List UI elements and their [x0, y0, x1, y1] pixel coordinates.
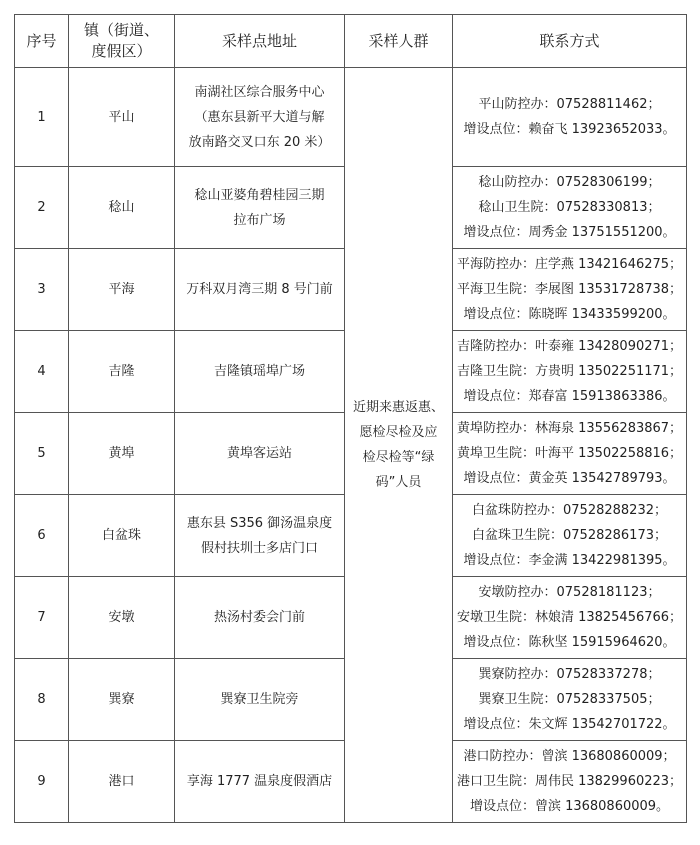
row-contact [453, 331, 687, 413]
row-town: 平海 [69, 249, 175, 331]
contact-line: 黄埠卫生院：叶海平 13502258816； [456, 446, 683, 461]
row-address [175, 659, 345, 741]
row-contact [453, 167, 687, 249]
row-contact [453, 68, 687, 167]
contact-line: 平山防控办：07528811462； [478, 97, 661, 112]
row-index: 5 [15, 413, 69, 495]
crowd-line: 近期来惠返惠、 [352, 400, 444, 415]
row-address [175, 495, 345, 577]
address-line: 惠东县 S356 御汤温泉度 [186, 515, 333, 531]
row-address [175, 577, 345, 659]
header-crowd: 采样人群 [345, 15, 453, 68]
row-address [175, 331, 345, 413]
row-town: 稔山 [69, 167, 175, 249]
row-town: 吉隆 [69, 331, 175, 413]
row-index: 4 [15, 331, 69, 413]
row-index: 2 [15, 167, 69, 249]
row-index: 9 [15, 741, 69, 823]
address-line: 吉隆镇瑶埠广场 [213, 364, 305, 379]
row-town: 巽寮 [69, 659, 175, 741]
row-town: 白盆珠 [69, 495, 175, 577]
header-index: 序号 [15, 15, 69, 68]
table-header-row [15, 15, 687, 68]
crowd-line: 愿检尽检及应 [359, 425, 438, 440]
row-contact [453, 249, 687, 331]
address-line: 拉布广场 [233, 212, 286, 228]
contact-line: 吉隆卫生院：方贵明 13502251171； [456, 364, 683, 379]
header-address: 采样点地址 [175, 15, 345, 68]
contact-line: 白盆珠卫生院：07528286173； [472, 528, 667, 543]
header-town-line: 镇（街道、 [83, 21, 159, 39]
sampling-sites-table [14, 14, 687, 823]
address-line: 黄埠客运站 [226, 446, 292, 461]
header-town [69, 15, 175, 68]
contact-line: 白盆珠防控办：07528288232； [472, 503, 667, 518]
address-line: 热汤村委会门前 [213, 610, 305, 625]
contact-line: 安墩卫生院：林娘清 13825456766； [456, 610, 683, 625]
address-line: 稔山亚婆角碧桂园三期 [194, 187, 325, 203]
row-contact [453, 413, 687, 495]
contact-line: 平海防控办：庄学燕 13421646275； [456, 257, 683, 272]
address-line: 享海 1777 温泉度假酒店 [186, 774, 333, 789]
row-address [175, 413, 345, 495]
contact-line: 增设点位：朱文辉 13542701722。 [463, 717, 676, 732]
contact-line: 增设点位：郑春富 15913863386。 [463, 389, 676, 404]
row-index: 8 [15, 659, 69, 741]
row-address [175, 741, 345, 823]
contact-line: 平海卫生院：李展图 13531728738； [456, 282, 683, 297]
row-index: 1 [15, 68, 69, 167]
contact-line: 巽寮防控办：07528337278； [478, 667, 661, 682]
contact-line: 稔山防控办：07528306199； [478, 175, 661, 190]
contact-line: 安墩防控办：07528181123； [478, 585, 661, 600]
header-contact: 联系方式 [453, 15, 687, 68]
row-town: 港口 [69, 741, 175, 823]
row-index: 6 [15, 495, 69, 577]
row-address [175, 249, 345, 331]
row-town: 平山 [69, 68, 175, 167]
address-line: 假村扶圳士多店门口 [200, 540, 318, 556]
row-contact [453, 741, 687, 823]
row-contact [453, 659, 687, 741]
contact-line: 增设点位：曾滨 13680860009。 [469, 799, 670, 814]
row-address [175, 68, 345, 167]
address-line: 巽寮卫生院旁 [220, 692, 299, 707]
row-index: 3 [15, 249, 69, 331]
row-index: 7 [15, 577, 69, 659]
contact-line: 增设点位：黄金英 13542789793。 [463, 471, 676, 486]
contact-line: 港口防控办：曾滨 13680860009； [463, 749, 676, 764]
contact-line: 港口卫生院：周伟民 13829960223； [456, 774, 683, 789]
contact-line: 增设点位：陈晓晖 13433599200。 [463, 307, 676, 322]
contact-line: 稔山卫生院：07528330813； [478, 200, 661, 215]
address-line: 南湖社区综合服务中心 [194, 84, 325, 100]
address-line: （惠东县新平大道与解 [194, 109, 325, 125]
row-contact [453, 495, 687, 577]
table-row [15, 68, 687, 167]
address-line: 万科双月湾三期 8 号门前 [186, 282, 333, 297]
contact-line: 黄埠防控办：林海泉 13556283867； [456, 421, 683, 436]
crowd-line: 检尽检等“绿 [362, 450, 435, 465]
header-town-line: 度假区） [91, 42, 152, 60]
row-address [175, 167, 345, 249]
address-line: 放南路交叉口东 20 米） [188, 134, 331, 150]
table-body [15, 68, 687, 823]
row-contact [453, 577, 687, 659]
crowd-cell [345, 68, 453, 823]
contact-line: 增设点位：李金满 13422981395。 [463, 553, 676, 568]
contact-line: 增设点位：陈秋坚 15915964620。 [463, 635, 676, 650]
contact-line: 巽寮卫生院：07528337505； [478, 692, 661, 707]
contact-line: 增设点位：周秀金 13751551200。 [463, 225, 676, 240]
crowd-line: 码”人员 [375, 475, 422, 490]
row-town: 安墩 [69, 577, 175, 659]
row-town: 黄埠 [69, 413, 175, 495]
contact-line: 吉隆防控办：叶泰雍 13428090271； [456, 339, 683, 354]
contact-line: 增设点位：赖奋飞 13923652033。 [463, 122, 676, 137]
